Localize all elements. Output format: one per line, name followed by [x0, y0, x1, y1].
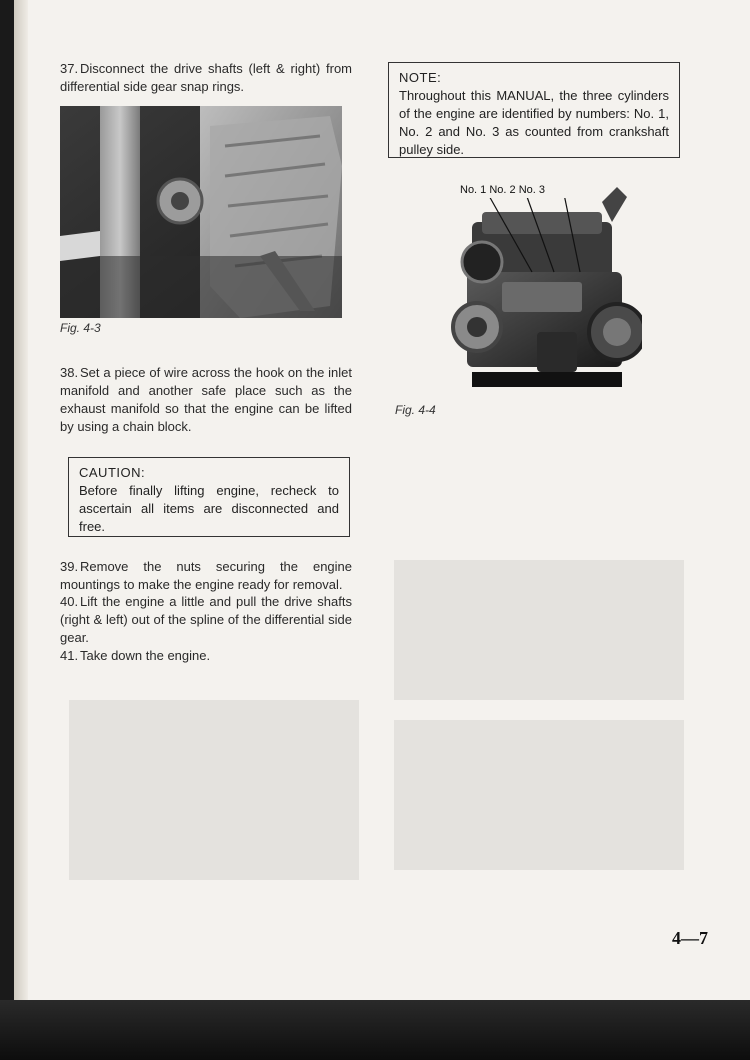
fig-4-3-caption: Fig. 4-3: [60, 321, 101, 335]
bleed-through-image-right: [394, 560, 684, 700]
fig-4-3-photo: [60, 106, 342, 318]
cylinder-label-no1: No. 1: [460, 184, 487, 196]
caution-text: Before finally lifting engine, recheck to ascertain all items are disconnected and free.: [79, 483, 339, 534]
step-text: Take down the engine.: [80, 648, 211, 663]
caution-box: [68, 457, 350, 537]
page-binding-shadow: [14, 0, 28, 1000]
cylinder-labels: [460, 184, 545, 197]
step-text: Set a piece of wire across the hook on the inlet manifold and another safe place such as the exhaust manifold so that the engine can be lifted by using a chain block.: [60, 365, 352, 434]
step-37: [60, 60, 352, 96]
note-box: [388, 62, 680, 158]
bleed-through-image-left: [69, 700, 359, 880]
step-40: [60, 593, 352, 647]
step-text: Lift the engine a little and pull the drive shafts (right & left) out of the spline of the differential side gear.: [60, 594, 352, 645]
cylinder-label-no2: No. 2: [489, 184, 516, 196]
engine-cylinders-illustration: [442, 182, 642, 402]
step-text: Disconnect the drive shafts (left & right) from differential side gear snap rings.: [60, 61, 352, 94]
step-number: 39.: [60, 559, 79, 574]
step-number: 40.: [60, 594, 79, 609]
page-number: [672, 928, 708, 949]
manual-page: [14, 0, 750, 1000]
fig-4-4-caption: Fig. 4-4: [395, 403, 436, 417]
drive-shaft-photo-illustration: [60, 106, 342, 318]
step-41: [60, 647, 352, 665]
step-text: Remove the nuts securing the engine mountings to make the engine ready for removal.: [60, 559, 352, 592]
note-title: NOTE:: [399, 70, 442, 85]
step-number: 37.: [60, 61, 79, 76]
caution-title: CAUTION:: [79, 465, 146, 480]
bleed-through-image-right-lower: [394, 720, 684, 870]
step-number: 38.: [60, 365, 79, 380]
step-38: [60, 364, 352, 436]
page-number-text: 4—7: [672, 928, 708, 948]
step-39: [60, 558, 352, 594]
step-number: 41.: [60, 648, 79, 663]
cylinder-label-no3: No. 3: [518, 184, 546, 196]
scanner-bed-edge: [0, 1000, 750, 1060]
note-text: Throughout this MANUAL, the three cylinders of the engine are identified by numbers: No. 1, No. 2 and No. 3 as counted from crankshaft pulley side.: [399, 88, 669, 157]
fig-4-4-photo: [442, 182, 642, 402]
